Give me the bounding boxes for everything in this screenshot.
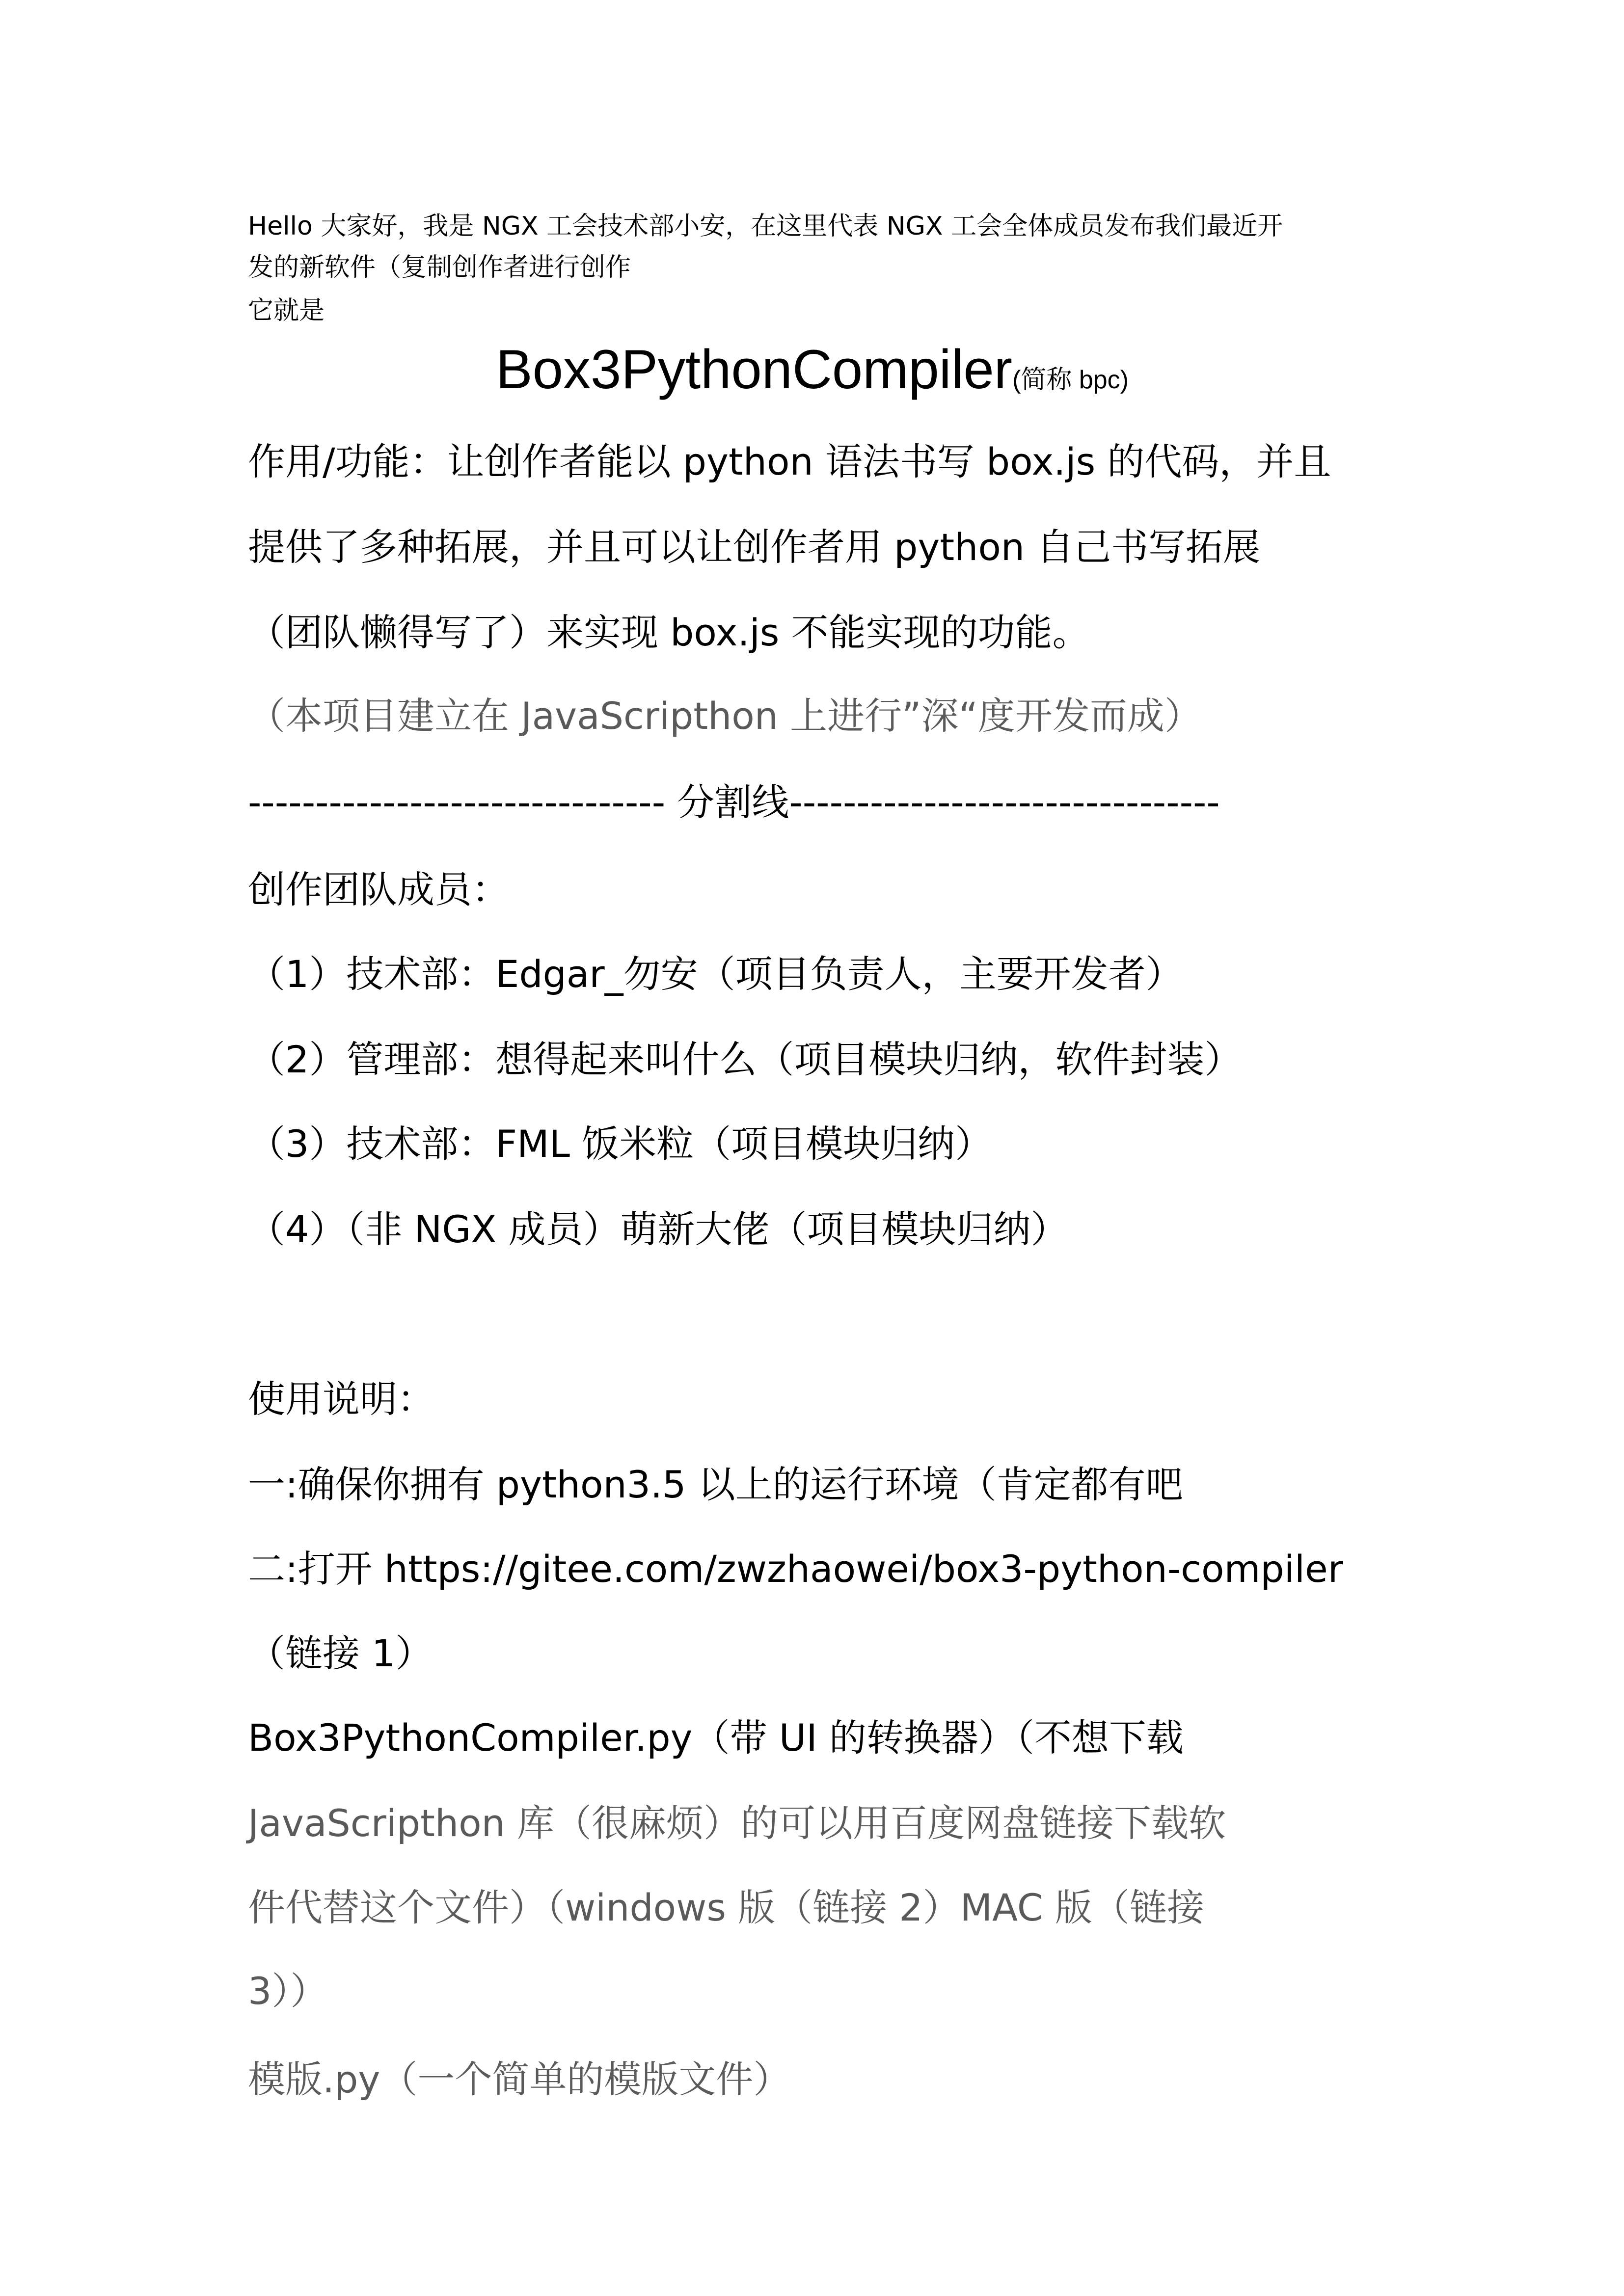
function-line-1: 作用/功能：让创作者能以 python 语法书写 box.js 的代码，并且: [248, 440, 1331, 483]
usage-file-2: 模版.py（一个简单的模版文件）: [248, 2057, 791, 2101]
intro-line-2: 发的新软件（复制创作者进行创作: [248, 253, 631, 282]
usage-file-1: Box3PythonCompiler.py（带 UI 的转换器）（不想下载: [248, 1716, 1184, 1760]
usage-heading: 使用说明：: [248, 1377, 434, 1421]
usage-step-2-link-note: （链接 1）: [248, 1631, 433, 1675]
team-member-3: （3）技术部：FML 饭米粒（项目模块归纳）: [248, 1122, 993, 1166]
team-heading: 创作团队成员：: [248, 868, 509, 911]
usage-file-1-cont-1: JavaScripthon 库（很麻烦）的可以用百度网盘链接下载软: [248, 1801, 1226, 1845]
usage-file-1-cont-2: 件代替这个文件）（windows 版（链接 2）MAC 版（链接: [248, 1886, 1205, 1929]
function-line-2: 提供了多种拓展，并且可以让创作者用 python 自己书写拓展: [248, 525, 1261, 569]
document-title: [496, 338, 1129, 401]
team-member-4: （4）（非 NGX 成员）萌新大佬（项目模块归纳）: [248, 1207, 1068, 1251]
function-line-3: （团队懒得写了）来实现 box.js 不能实现的功能。: [248, 611, 1090, 654]
usage-step-2: 二:打开 https://gitee.com/zwzhaowei/box3-python-compiler: [248, 1547, 1343, 1591]
team-member-1: （1）技术部：Edgar_勿安（项目负责人，主要开发者）: [248, 952, 1183, 996]
usage-file-1-cont-3: 3））: [248, 1969, 328, 2013]
title-main: Box3PythonCompiler: [496, 339, 1013, 400]
section-divider: ------------------------------- 分割线--------------------------------: [248, 780, 1220, 824]
intro-line-1: Hello 大家好，我是 NGX 工会技术部小安，在这里代表 NGX 工会全体成员发布我们最近开: [248, 212, 1283, 241]
team-member-2: （2）管理部：想得起来叫什么（项目模块归纳，软件封装）: [248, 1038, 1242, 1081]
function-line-4: （本项目建立在 JavaScripthon 上进行”深“度开发而成）: [248, 694, 1202, 738]
usage-step-1: 一:确保你拥有 python3.5 以上的运行环境（肯定都有吧: [248, 1463, 1183, 1506]
intro-line-3: 它就是: [248, 296, 325, 325]
title-subtitle: (简称 bpc): [1012, 366, 1129, 394]
